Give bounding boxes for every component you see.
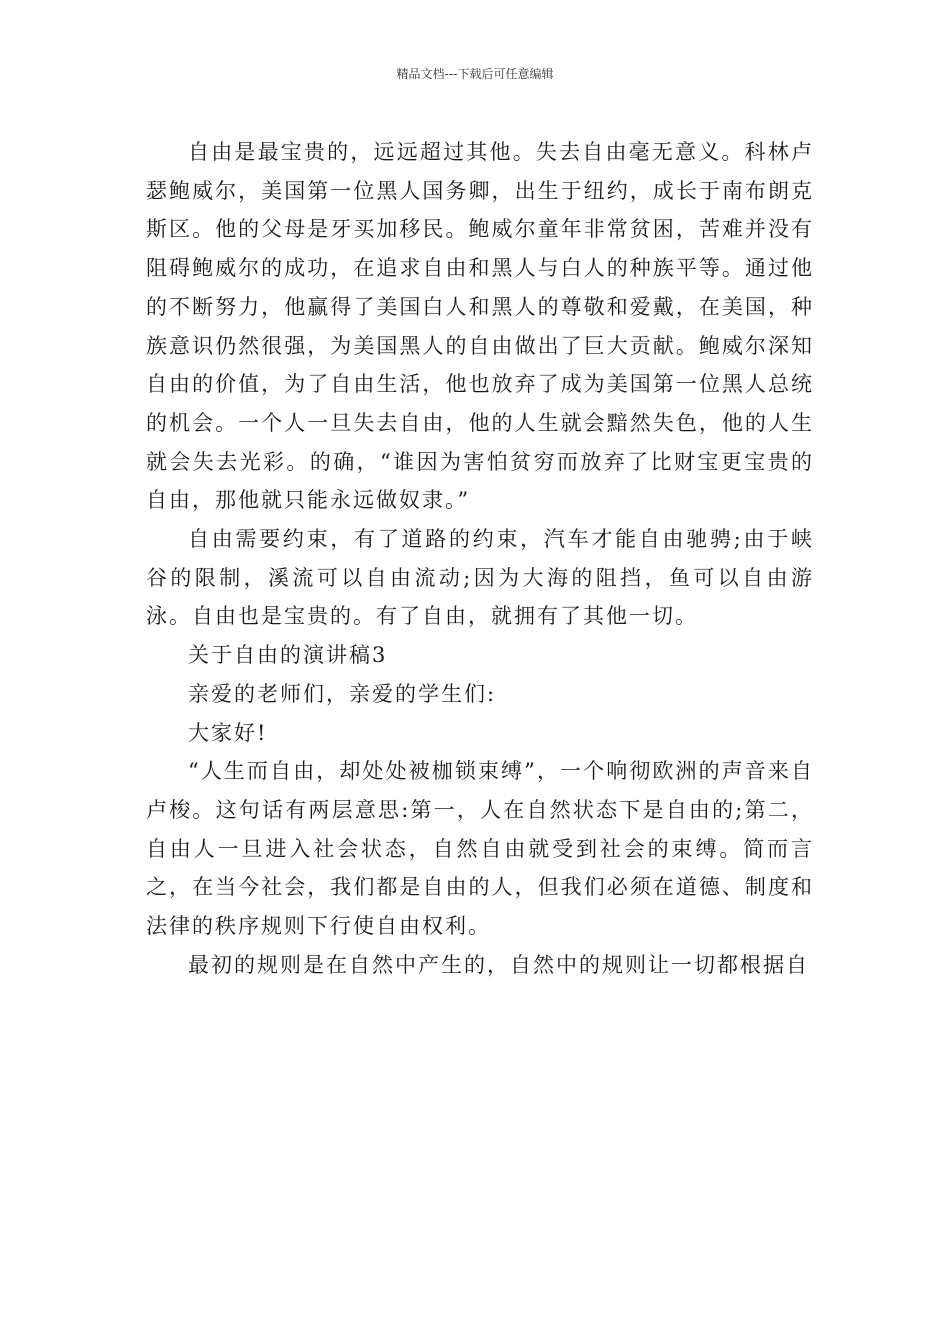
paragraph-rules: 最初的规则是在自然中产生的，自然中的规则让一切都根据自 <box>188 952 809 977</box>
greeting: 大家好! <box>188 720 268 745</box>
section-title: 关于自由的演讲稿3 <box>188 643 388 668</box>
paragraph-powell: 自由是最宝贵的，远远超过其他。失去自由毫无意义。科林卢瑟鲍威尔，美国第一位黑人国务卿，出生于纽约，成长于南布朗克斯区。他的父母是牙买加移民。鲍威尔童年非常贫困，苦难并没有阻碍鲍威尔的成功，在追求自由和黑人与白人的种族平等。通过他的不断努力，他赢得了美国白人和黑人的尊敬和爱戴，在美国，种族意识仍然很强，为美国黑人的自由做出了巨大贡献。鲍威尔深知自由的价值，为了自由生活，他也放弃了成为美国第一位黑人总统的机会。一个人一旦失去自由，他的人生就会黯然失色，他的人生就会失去光彩。的确，“谁因为害怕贫穷而放弃了比财宝更宝贵的自由，那他就只能永远做奴隶。” <box>146 140 814 513</box>
salutation: 亲爱的老师们，亲爱的学生们: <box>188 681 497 706</box>
paragraph-constraint: 自由需要约束，有了道路的约束，汽车才能自由驰骋;由于峡谷的限制，溪流可以自由流动;因为大海的阻挡，鱼可以自由游泳。自由也是宝贵的。有了自由，就拥有了其他一切。 <box>146 527 814 629</box>
page-header: 精品文档---下载后可任意编辑 <box>396 67 554 81</box>
paragraph-rousseau: “人生而自由，却处处被枷锁束缚”，一个响彻欧洲的声音来自卢梭。这句话有两层意思:第一，人在自然状态下是自由的;第二，自由人一旦进入社会状态，自然自由就受到社会的束缚。简而言之，在当今社会，我们都是自由的人，但我们必须在道德、制度和法律的秩序规则下行使自由权利。 <box>146 759 814 939</box>
document-body <box>146 133 814 984</box>
